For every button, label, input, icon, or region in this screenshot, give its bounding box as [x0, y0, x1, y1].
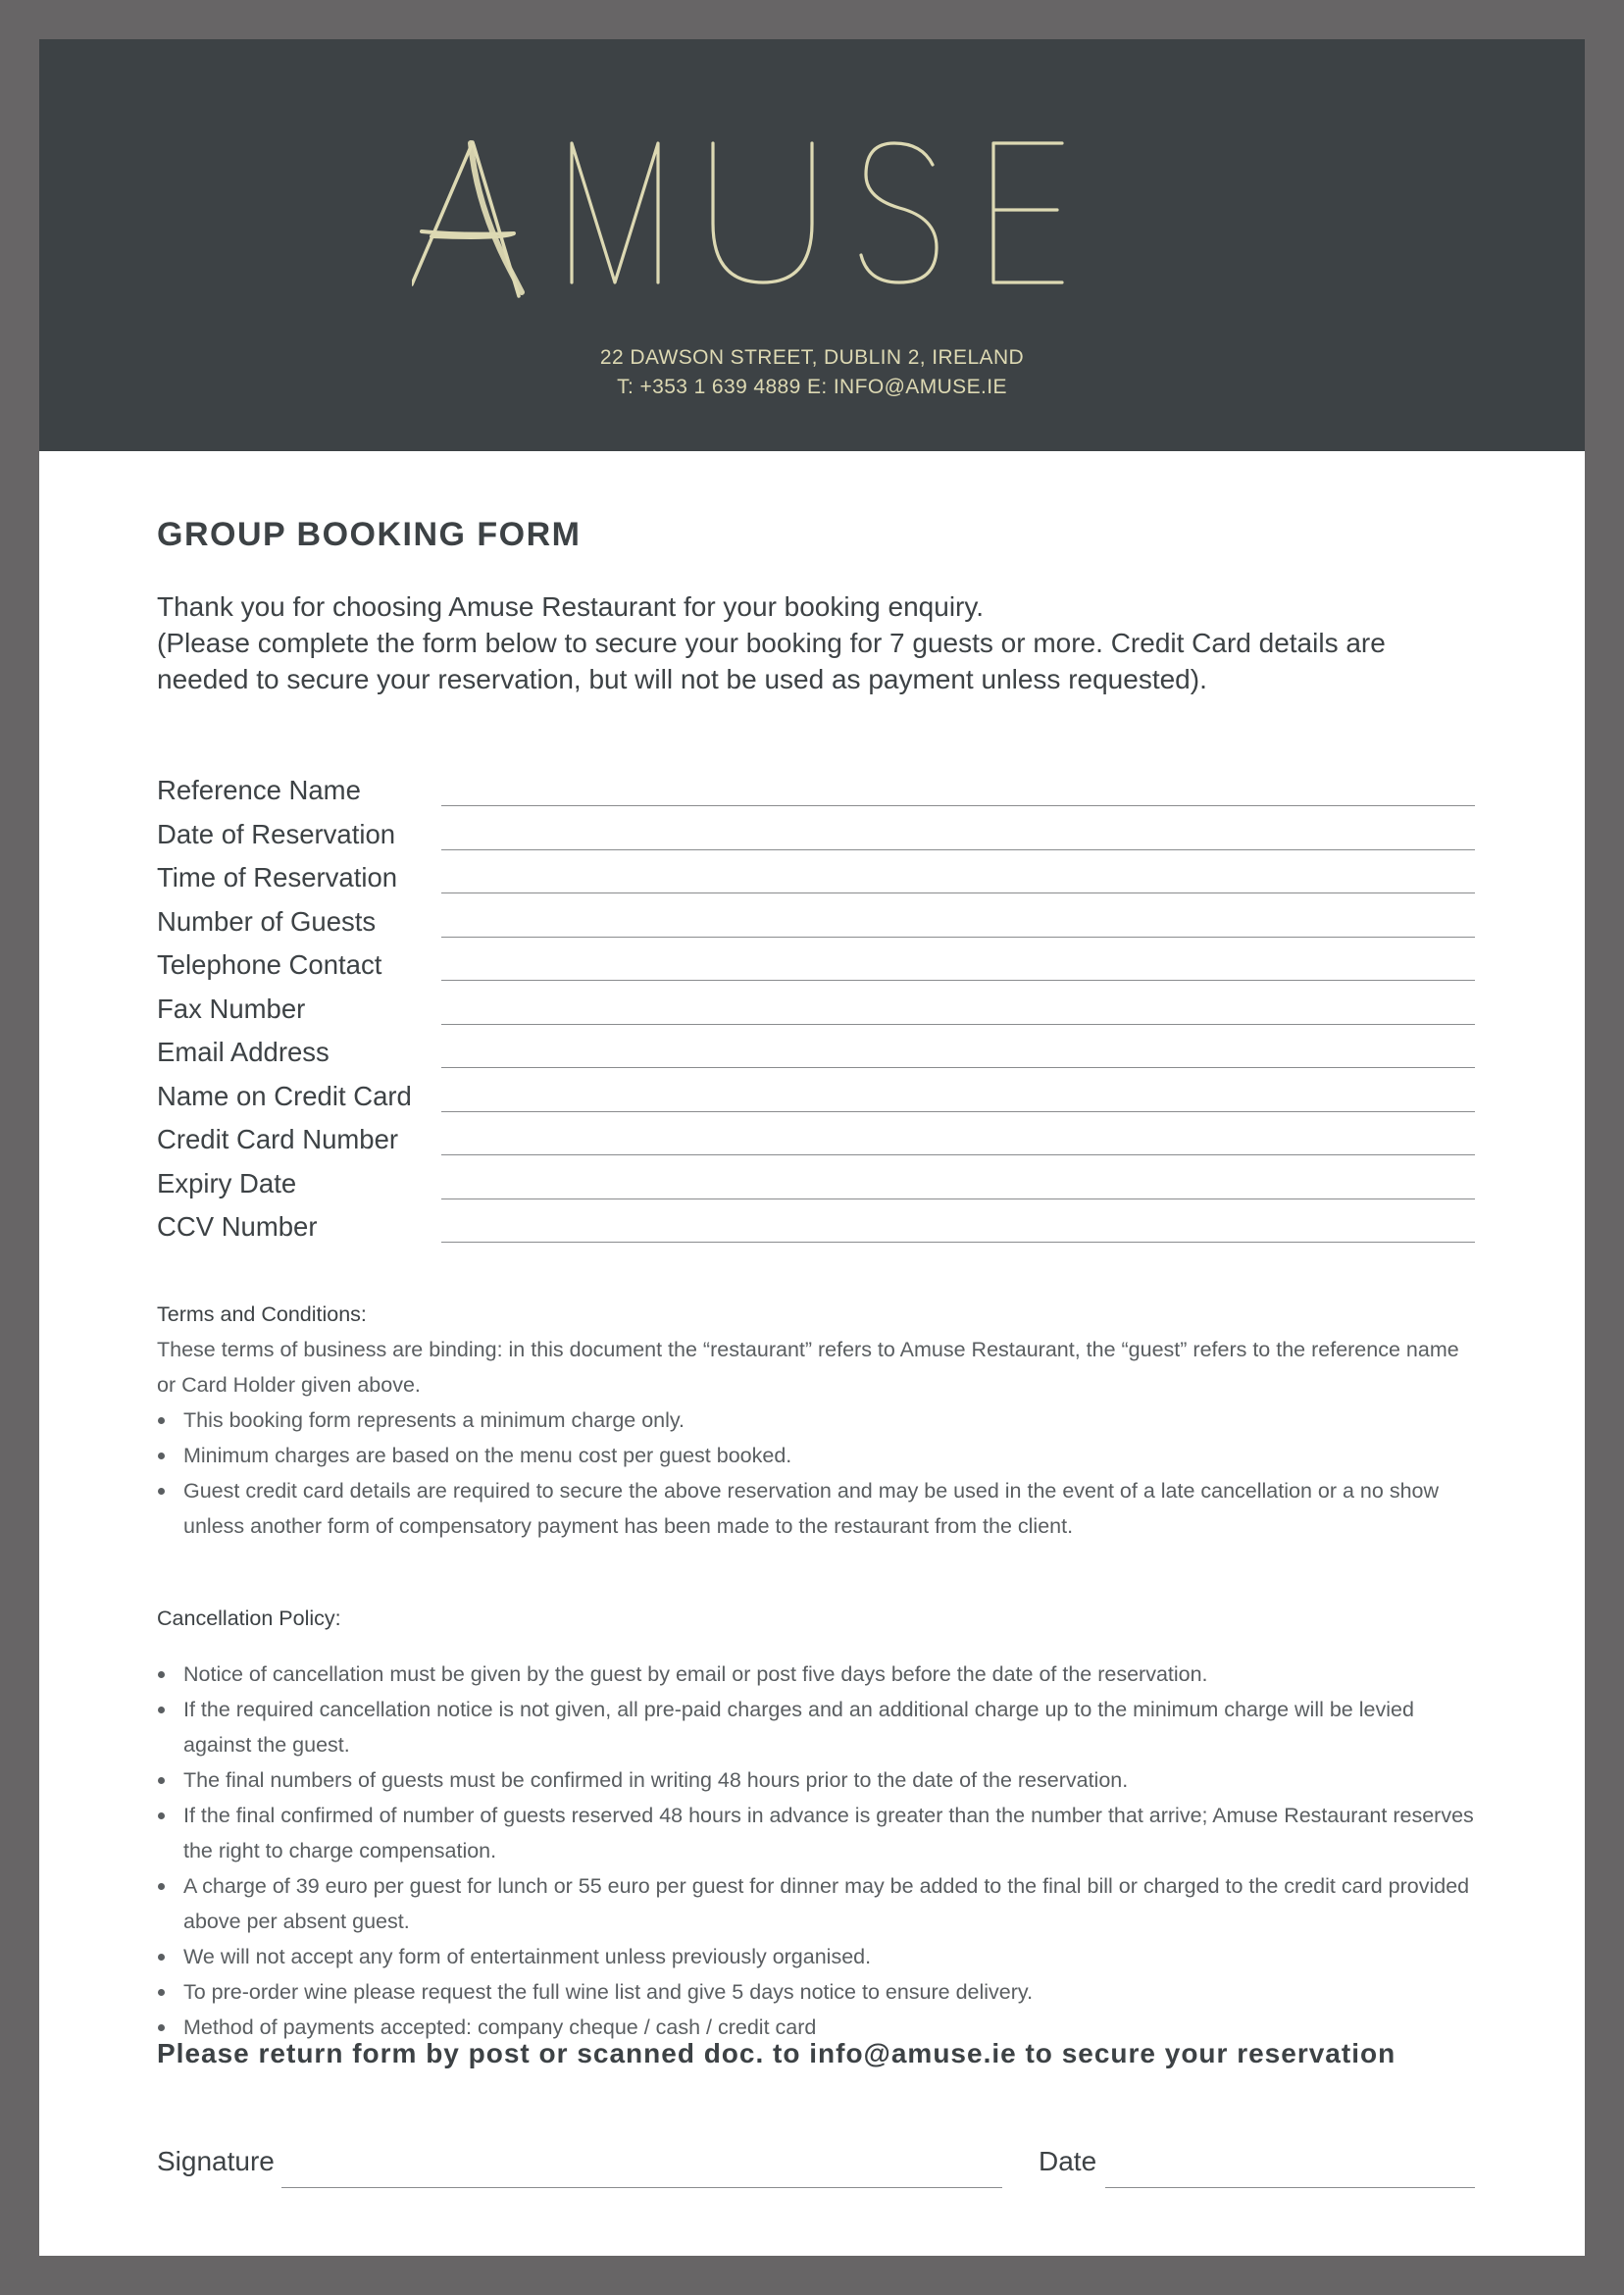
date-field[interactable]: [1105, 2187, 1475, 2188]
list-item: Guest credit card details are required to secure the above reservation and may be used in the event of a late cancellation or a no show unless another form of compensatory payment has been made to the restaurant from the client.: [157, 1473, 1475, 1544]
field-label: Fax Number: [157, 993, 306, 1024]
booking-form-sheet: [39, 39, 1585, 2256]
ccv-number-input[interactable]: [441, 1242, 1475, 1243]
signature-field[interactable]: [281, 2187, 1002, 2188]
logo-artwork: [412, 137, 1255, 358]
field-label: Name on Credit Card: [157, 1080, 412, 1111]
terms-intro: These terms of business are binding: in this document the “restaurant” refers to Amuse Restaurant, the “guest” refers to the reference name or Card Holder given above.: [157, 1338, 1459, 1397]
list-item: Notice of cancellation must be given by the guest by email or post five days before the date of the reservation.: [157, 1657, 1475, 1692]
field-label: Telephone Contact: [157, 949, 382, 980]
list-item: This booking form represents a minimum charge only.: [157, 1402, 1475, 1438]
list-item: Method of payments accepted: company cheque / cash / credit card: [157, 2010, 1475, 2045]
field-label: Time of Reservation: [157, 862, 398, 892]
telephone-contact-input[interactable]: [441, 980, 1475, 981]
field-time-of-reservation: [157, 858, 1475, 902]
field-ccv-number: [157, 1207, 1475, 1251]
fax-number-input[interactable]: [441, 1024, 1475, 1025]
field-label: CCV Number: [157, 1211, 318, 1242]
field-expiry-date: [157, 1164, 1475, 1208]
field-email-address: [157, 1033, 1475, 1077]
field-reference-name: [157, 771, 1475, 815]
field-label: Reference Name: [157, 775, 361, 805]
field-credit-card-number: [157, 1120, 1475, 1164]
terms-section: [157, 1297, 1475, 1544]
number-of-guests-input[interactable]: [441, 937, 1475, 938]
intro-text: [157, 588, 1475, 697]
signature-label: Signature: [157, 2146, 275, 2176]
field-label: Email Address: [157, 1037, 330, 1067]
field-fax-number: [157, 990, 1475, 1034]
list-item: To pre-order wine please request the full wine list and give 5 days notice to ensure delivery.: [157, 1974, 1475, 2010]
list-item: If the required cancellation notice is not given, all pre-paid charges and an additional charge up to the minimum charge will be levied against the guest.: [157, 1692, 1475, 1762]
list-item: The final numbers of guests must be confirmed in writing 48 hours prior to the date of the reservation.: [157, 1762, 1475, 1798]
intro-line: (Please complete the form below to secure your booking for 7 guests or more. Credit Card details are needed to secure your reservation, but will not be used as payment unless requested).: [157, 628, 1386, 694]
time-of-reservation-input[interactable]: [441, 892, 1475, 893]
date-label: Date: [1039, 2146, 1097, 2176]
name-on-credit-card-input[interactable]: [441, 1111, 1475, 1112]
field-name-on-credit-card: [157, 1077, 1475, 1121]
field-label: Number of Guests: [157, 905, 377, 937]
field-number-of-guests: [157, 902, 1475, 946]
email-address-input[interactable]: [441, 1067, 1475, 1068]
intro-line: Thank you for choosing Amuse Restaurant for your booking enquiry.: [157, 591, 985, 622]
date-of-reservation-input[interactable]: [441, 849, 1475, 850]
expiry-date-input[interactable]: [441, 1198, 1475, 1199]
field-telephone-contact: [157, 945, 1475, 990]
list-item: If the final confirmed of number of guests reserved 48 hours in advance is greater than the number that arrive; Amuse Restaurant reserves the right to charge compensation.: [157, 1798, 1475, 1868]
list-item: Minimum charges are based on the menu cost per guest booked.: [157, 1438, 1475, 1473]
letterhead: [39, 39, 1585, 451]
cancellation-list: [157, 1657, 1475, 2045]
list-item: We will not accept any form of entertainment unless previously organised.: [157, 1939, 1475, 1974]
cancellation-section: [157, 1579, 1475, 2045]
field-date-of-reservation: [157, 815, 1475, 859]
return-instructions: Please return form by post or scanned doc. to info@amuse.ie to secure your reservation: [157, 2038, 1396, 2068]
contact-line: T: +353 1 639 4889 E: INFO@AMUSE.IE: [617, 376, 1007, 398]
list-item: A charge of 39 euro per guest for lunch or 55 euro per guest for dinner may be added to the final bill or charged to the credit card provided above per absent guest.: [157, 1868, 1475, 1939]
cancellation-heading: Cancellation Policy:: [157, 1606, 341, 1630]
field-label: Date of Reservation: [157, 818, 396, 849]
field-label: Expiry Date: [157, 1167, 297, 1198]
page-title: GROUP BOOKING FORM: [157, 516, 582, 553]
terms-heading: Terms and Conditions:: [157, 1302, 367, 1326]
booking-fields: [157, 771, 1475, 1251]
reference-name-input[interactable]: [441, 805, 1475, 806]
address-line: 22 DAWSON STREET, DUBLIN 2, IRELAND: [599, 346, 1025, 369]
credit-card-number-input[interactable]: [441, 1154, 1475, 1155]
terms-list: [157, 1402, 1475, 1544]
amuse-logo: [412, 137, 1255, 358]
field-label: Credit Card Number: [157, 1124, 399, 1154]
